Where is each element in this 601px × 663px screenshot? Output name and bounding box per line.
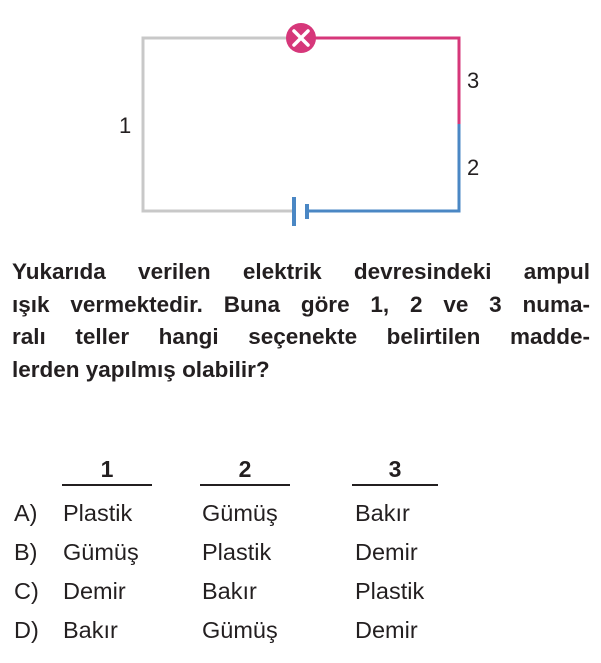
option-cell: Bakır xyxy=(63,617,118,643)
wire-3 xyxy=(314,38,459,124)
column-header-rule xyxy=(352,484,438,486)
question-line: lerden yapılmış olabilir? xyxy=(12,356,270,382)
wire-label-3: 3 xyxy=(467,68,480,93)
column-header-1: 1 xyxy=(100,456,114,482)
option-cell: Demir xyxy=(355,539,418,565)
column-header-rule xyxy=(62,484,152,486)
column-header-rule xyxy=(200,484,290,486)
question-text xyxy=(12,256,590,386)
column-header-3: 3 xyxy=(388,456,402,482)
wire-label-1: 1 xyxy=(119,113,132,138)
wire-label-2: 2 xyxy=(467,155,480,180)
option-cell: Demir xyxy=(355,617,418,643)
option-label: A) xyxy=(14,500,38,526)
option-cell: Gümüş xyxy=(202,500,278,526)
wire-1 xyxy=(143,38,292,211)
wire-2 xyxy=(308,124,459,211)
option-cell: Gümüş xyxy=(63,539,139,565)
battery-icon xyxy=(294,197,307,226)
option-cell: Gümüş xyxy=(202,617,278,643)
option-cell: Plastik xyxy=(63,500,133,526)
option-cell: Plastik xyxy=(355,578,425,604)
option-cell: Plastik xyxy=(202,539,272,565)
question-line: ışık vermektedir. Buna göre 1, 2 ve 3 numa- xyxy=(12,291,590,317)
question-line: Yukarıda verilen elektrik devresindeki ampul xyxy=(12,259,590,284)
lamp-x-icon xyxy=(286,23,316,53)
option-label: C) xyxy=(14,578,39,604)
column-header-2: 2 xyxy=(238,456,252,482)
option-cell: Bakır xyxy=(355,500,410,526)
option-label: B) xyxy=(14,539,38,565)
circuit-diagram xyxy=(0,0,601,240)
option-label: D) xyxy=(14,617,39,643)
option-cell: Demir xyxy=(63,578,126,604)
option-cell: Bakır xyxy=(202,578,257,604)
question-line: ralı teller hangi seçenekte belirtilen madde- xyxy=(12,324,590,349)
